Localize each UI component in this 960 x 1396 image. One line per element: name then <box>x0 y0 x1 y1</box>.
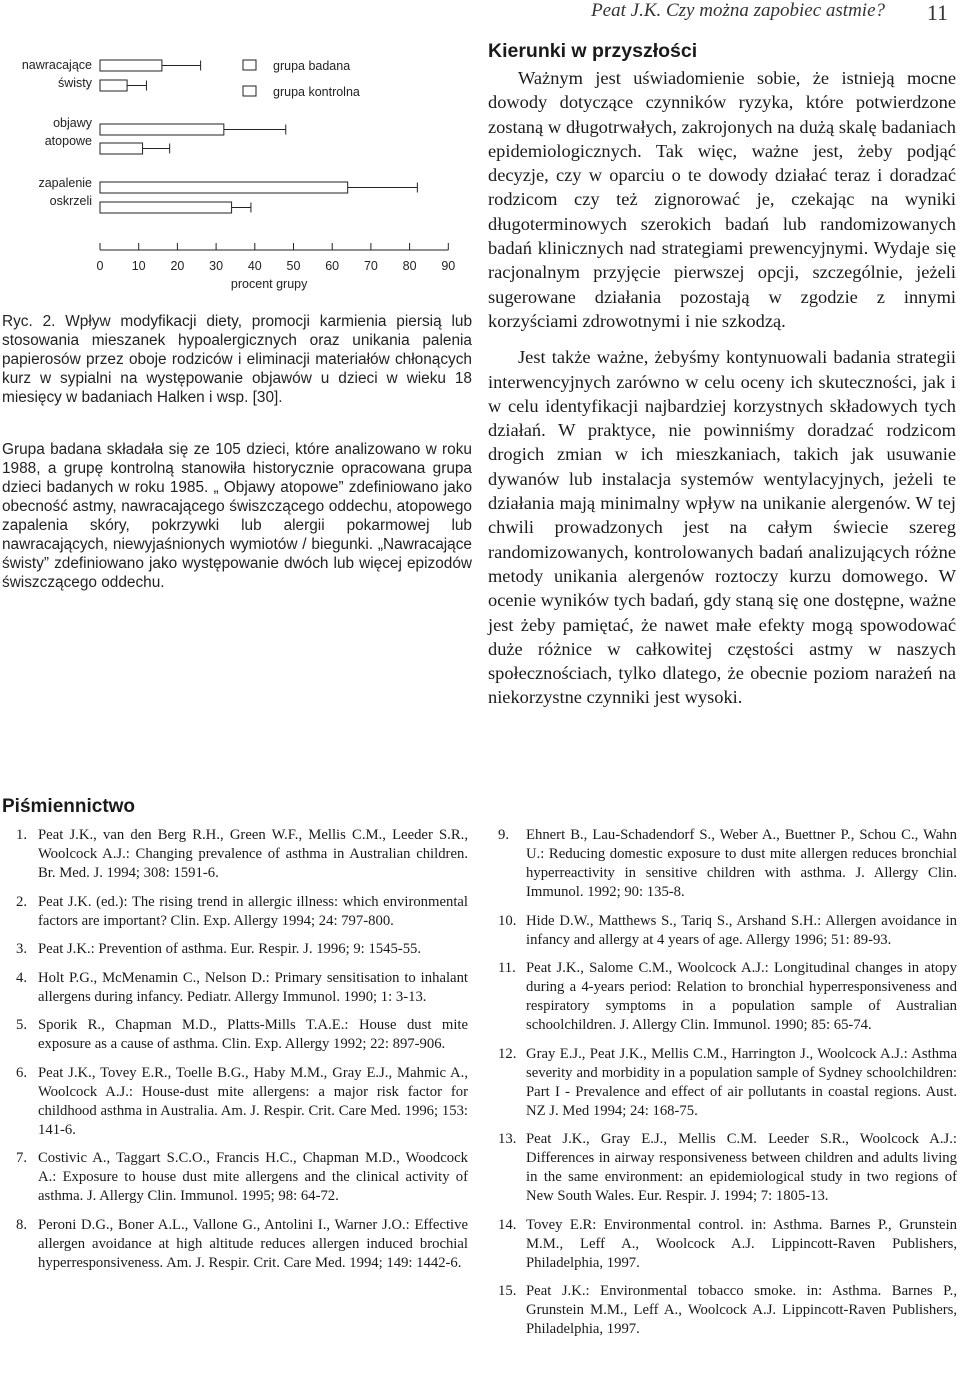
reference-item <box>2 893 468 931</box>
bar-grupa-badana <box>100 182 348 193</box>
section-title: Kierunki w przyszłości <box>488 40 698 62</box>
category-label-line: objawy <box>53 116 92 130</box>
reference-item <box>496 826 957 902</box>
x-axis-label: procent grupy <box>230 277 308 291</box>
reference-number: 15. <box>498 1283 517 1299</box>
reference-item <box>2 940 468 959</box>
x-tick-label: 90 <box>441 259 456 273</box>
reference-number: 3. <box>16 941 28 957</box>
figure-caption-note: Grupa badana składała się ze 105 dzieci, które analizowano w roku 1988, a grupę kontrolną stanowiła historycznie opracowana grupa dzieci badanych w roku 1985. „ Objawy atopowe” zdefiniowano jako obecność astmy, nawracającego świszczącego oddechu, atopowego zapalenia skóry, pokrzywki lub alergii pokarmowej lub nawracających, niewyjaśnionych wymiotów / biegunki. „Nawracające świsty” zdefiniowano jako występowanie dwóch lub więcej epizodów świszczącego oddechu. <box>2 441 472 591</box>
reference-number: 2. <box>16 893 28 910</box>
reference-text: Gray E.J., Peat J.K., Mellis C.M., Harrington J., Woolcock A.J.: Asthma severity and morbidity in a population sample of Sydney schoolchildren: Part I - Prevalence and effect of air pollutants in coastal regions. Aust. NZ J. Med 1994; 24: 168-75. <box>526 1045 957 1119</box>
x-tick-label: 10 <box>131 259 146 273</box>
reference-text: Peat J.K.: Environmental tobacco smoke. in: Asthma. Barnes P., Grunstein M.M., Leff A., Woolcock A.J. Lippincott-Raven Publishers, Philadelphia, 1997. <box>526 1283 957 1337</box>
category-label-line: nawracające <box>21 58 92 72</box>
reference-text: Peat J.K.: Prevention of asthma. Eur. Respir. J. 1996; 9: 1545-55. <box>38 941 422 957</box>
reference-item <box>496 912 957 950</box>
reference-item <box>496 1130 957 1206</box>
reference-item <box>2 1064 468 1140</box>
x-tick-label: 60 <box>325 259 340 273</box>
reference-text: Peat J.K., van den Berg R.H., Green W.F., Mellis C.M., Leeder S.R., Woolcock A.J.: Changing prevalence of asthma in Australian children. Br. Med. J. 1994; 308: 1591-6. <box>38 827 468 881</box>
references-list <box>2 826 468 1273</box>
page-number: 11 <box>926 0 948 25</box>
reference-number: 1. <box>16 827 28 843</box>
reference-text: Sporik R., Chapman M.D., Platts-Mills T.A.E.: House dust mite exposure as a cause of asthma. Clin. Exp. Allergy 1992; 22: 897-906. <box>38 1017 468 1052</box>
reference-text: Peroni D.G., Boner A.L., Vallone G., Antolini I., Warner J.O.: Effective allergen avoidance at high altitude reduces allergen induced brochial hyperresponsiveness. Am. J. Respir. Crit. Care Med. 1994; 149: 1442-6. <box>38 1216 468 1271</box>
reference-number: 14. <box>498 1216 517 1233</box>
reference-item <box>2 1216 468 1273</box>
x-tick-label: 50 <box>286 259 301 273</box>
reference-number: 8. <box>16 1216 28 1233</box>
references-list <box>496 826 957 1339</box>
reference-number: 6. <box>16 1064 28 1081</box>
reference-item <box>496 1216 957 1273</box>
category-label <box>38 176 92 208</box>
reference-text: Costivic A., Taggart S.C.O., Francis H.C., Chapman M.D., Woodcock A.: Exposure to house dust mite allergens and the clinical activity of asthma. J. Allergy Clin. Immunol. 1995; 98: 64-72. <box>38 1150 468 1204</box>
reference-number: 5. <box>16 1017 28 1033</box>
figure-caption: Ryc. 2. Wpływ modyfikacji diety, promocji karmienia piersią lub stosowania mieszanek hypoalergicznych oraz unikania palenia papierosów przez oboje rodziców i eliminacji materiałów chłonących kurz w sypialni na występowanie objawów u dzieci w wieku 18 miesięcy w badaniach Halken i wsp. [30]. <box>2 313 472 406</box>
x-tick-label: 20 <box>170 259 185 273</box>
category-label <box>45 116 93 148</box>
category-label-line: atopowe <box>44 134 92 148</box>
references-left-column <box>2 826 468 1282</box>
category-label-line: świsty <box>57 76 92 90</box>
bar-grupa-kontrolna <box>100 202 232 213</box>
legend-label: grupa badana <box>273 59 351 73</box>
reference-number: 7. <box>16 1150 28 1166</box>
reference-item <box>496 1282 957 1339</box>
reference-number: 4. <box>16 969 28 986</box>
x-tick-label: 40 <box>247 259 262 273</box>
reference-number: 11. <box>498 960 516 976</box>
bar-chart-figure <box>0 30 480 310</box>
x-tick-label: 0 <box>96 259 104 273</box>
bar-grupa-kontrolna <box>100 143 143 154</box>
reference-text: Tovey E.R: Environmental control. in: Asthma. Barnes P., Grunstein M.M., Leff A., Woolcock A.J. Lippincott-Raven Publishers, Philadelphia, 1997. <box>526 1216 957 1271</box>
page-header <box>0 0 960 30</box>
section-paragraph: Ważnym jest uświadomienie sobie, że istnieją mocne dowody dotyczące czynników ryzyka, które potwierdzone zostaną w długotrwałych, zakrojonych na dużą skalę badaniach epidemiologicznych. Tak więc, ważne jest, żeby podjąć decyzje, czy w oparciu o te dowody działać teraz i doradzać rodzicom czy też zignorować je, czekając na wyniki długoterminowych szerokich badań lub randomizowanych badań klinicznych nad strategiami prewencyjnymi. Wydaje się racjonalnym przyjęcie pierwszej opcji, szczególnie, jeżeli sugerowane działania pozostają w zgodzie z innymi korzyściami zdrowotnymi i nie szkodzą. <box>488 68 956 331</box>
bar-grupa-badana <box>100 124 224 135</box>
reference-item <box>2 969 468 1007</box>
category-label-line: zapalenie <box>38 176 92 190</box>
reference-text: Peat J.K. (ed.): The rising trend in allergic illness: which environmental factors are important? Clin. Exp. Allergy 1994; 24: 797-800. <box>38 893 468 929</box>
bar-grupa-badana <box>100 60 162 71</box>
legend-swatch-grupa-badana <box>243 60 256 70</box>
reference-item <box>496 959 957 1035</box>
legend-swatch-grupa-kontrolna <box>243 86 256 96</box>
reference-item <box>496 1045 957 1121</box>
x-tick-label: 30 <box>209 259 224 273</box>
legend-label: grupa kontrolna <box>273 85 360 99</box>
reference-number: 13. <box>498 1131 517 1147</box>
future-directions-section <box>488 40 956 710</box>
category-label-line: oskrzeli <box>49 194 92 208</box>
x-tick-label: 70 <box>363 259 378 273</box>
reference-text: Peat J.K., Salome C.M., Woolcock A.J.: Longitudinal changes in atopy during a 4-years period: Relation to bronchial hyperresponsiveness and respiratory symptoms in a population sample of Australian schoolchildren. J. Allergy Clin. Immunol. 1990; 85: 65-74. <box>526 960 957 1033</box>
category-label <box>22 58 93 90</box>
reference-number: 10. <box>498 912 517 929</box>
references-right-column <box>496 826 957 1349</box>
x-tick-label: 80 <box>402 259 417 273</box>
bar-grupa-kontrolna <box>100 80 127 91</box>
bar-chart <box>0 30 480 310</box>
reference-text: Peat J.K., Gray E.J., Mellis C.M. Leeder S.R., Woolcock A.J.: Differences in airway responsiveness between children and adults living in the same environment: an epidemiological study in two regions of New South Wales. Eur. Respir. J. 1994; 7: 1805-13. <box>526 1131 957 1204</box>
reference-text: Hide D.W., Matthews S., Tariq S., Arshand S.H.: Allergen avoidance in infancy and allergy at 4 years of age. Allergy 1996; 51: 89-93. <box>526 912 957 948</box>
reference-text: Ehnert B., Lau-Schadendorf S., Weber A., Buettner P., Schou C., Wahn U.: Reducing domestic exposure to dust mite allergen reduces bronchial hyperreactivity in sensitive children with asthma. J. Allergy Clin. Immunol. 1992; 90: 135-8. <box>526 827 957 900</box>
reference-text: Peat J.K., Tovey E.R., Toelle B.G., Haby M.M., Gray E.J., Mahmic A., Woolcock A.J.: House-dust mite allergens: a major risk factor for childhood asthma in Australia. Am. J. Respir. Crit. Care Med. 1996; 153: 141-6. <box>38 1064 468 1138</box>
reference-item <box>2 826 468 883</box>
reference-text: Holt P.G., McMenamin C., Nelson D.: Primary sensitisation to inhalant allergens during infancy. Pediatr. Allergy Immunol. 1990; 1: 3-13. <box>38 969 468 1005</box>
reference-item <box>2 1016 468 1054</box>
running-head: Peat J.K. Czy można zapobiec astmie? <box>591 0 885 21</box>
reference-number: 9. <box>498 827 510 843</box>
reference-number: 12. <box>498 1045 517 1062</box>
section-paragraph: Jest także ważne, żebyśmy kontynuowali badania strategii interwencyjnych zarówno w celu oceny ich skuteczności, jak i w celu identyfikacji najbardziej korzystnych składowych tych działań. W praktyce, nie powinniśmy doradzać rodzicom drogich zmian w ich mieszkaniach, takich jak usuwanie dywanów lub instalacja systemów wentylacyjnych, jeżeli te działania mają minimalny wpływ na unikanie alergenów. W tej chwili prowadzonych jest na całym świecie szereg randomizowanych, kontrolowanych badań analizujących różne metody unikania alergenów roztoczy kurzu domowego. W ocenie wyników tych badań, gdy staną się one dostępne, ważne jest żeby pamiętać, że nawet małe efekty mogą spowodować duże różnice w całkowitej częstości astmy w naszych społecznościach, tylko dlatego, że obecnie poziom narażeń na niekorzystne czynniki jest wysoki. <box>488 347 956 708</box>
reference-item <box>2 1149 468 1206</box>
references-heading: Piśmiennictwo <box>2 796 136 817</box>
